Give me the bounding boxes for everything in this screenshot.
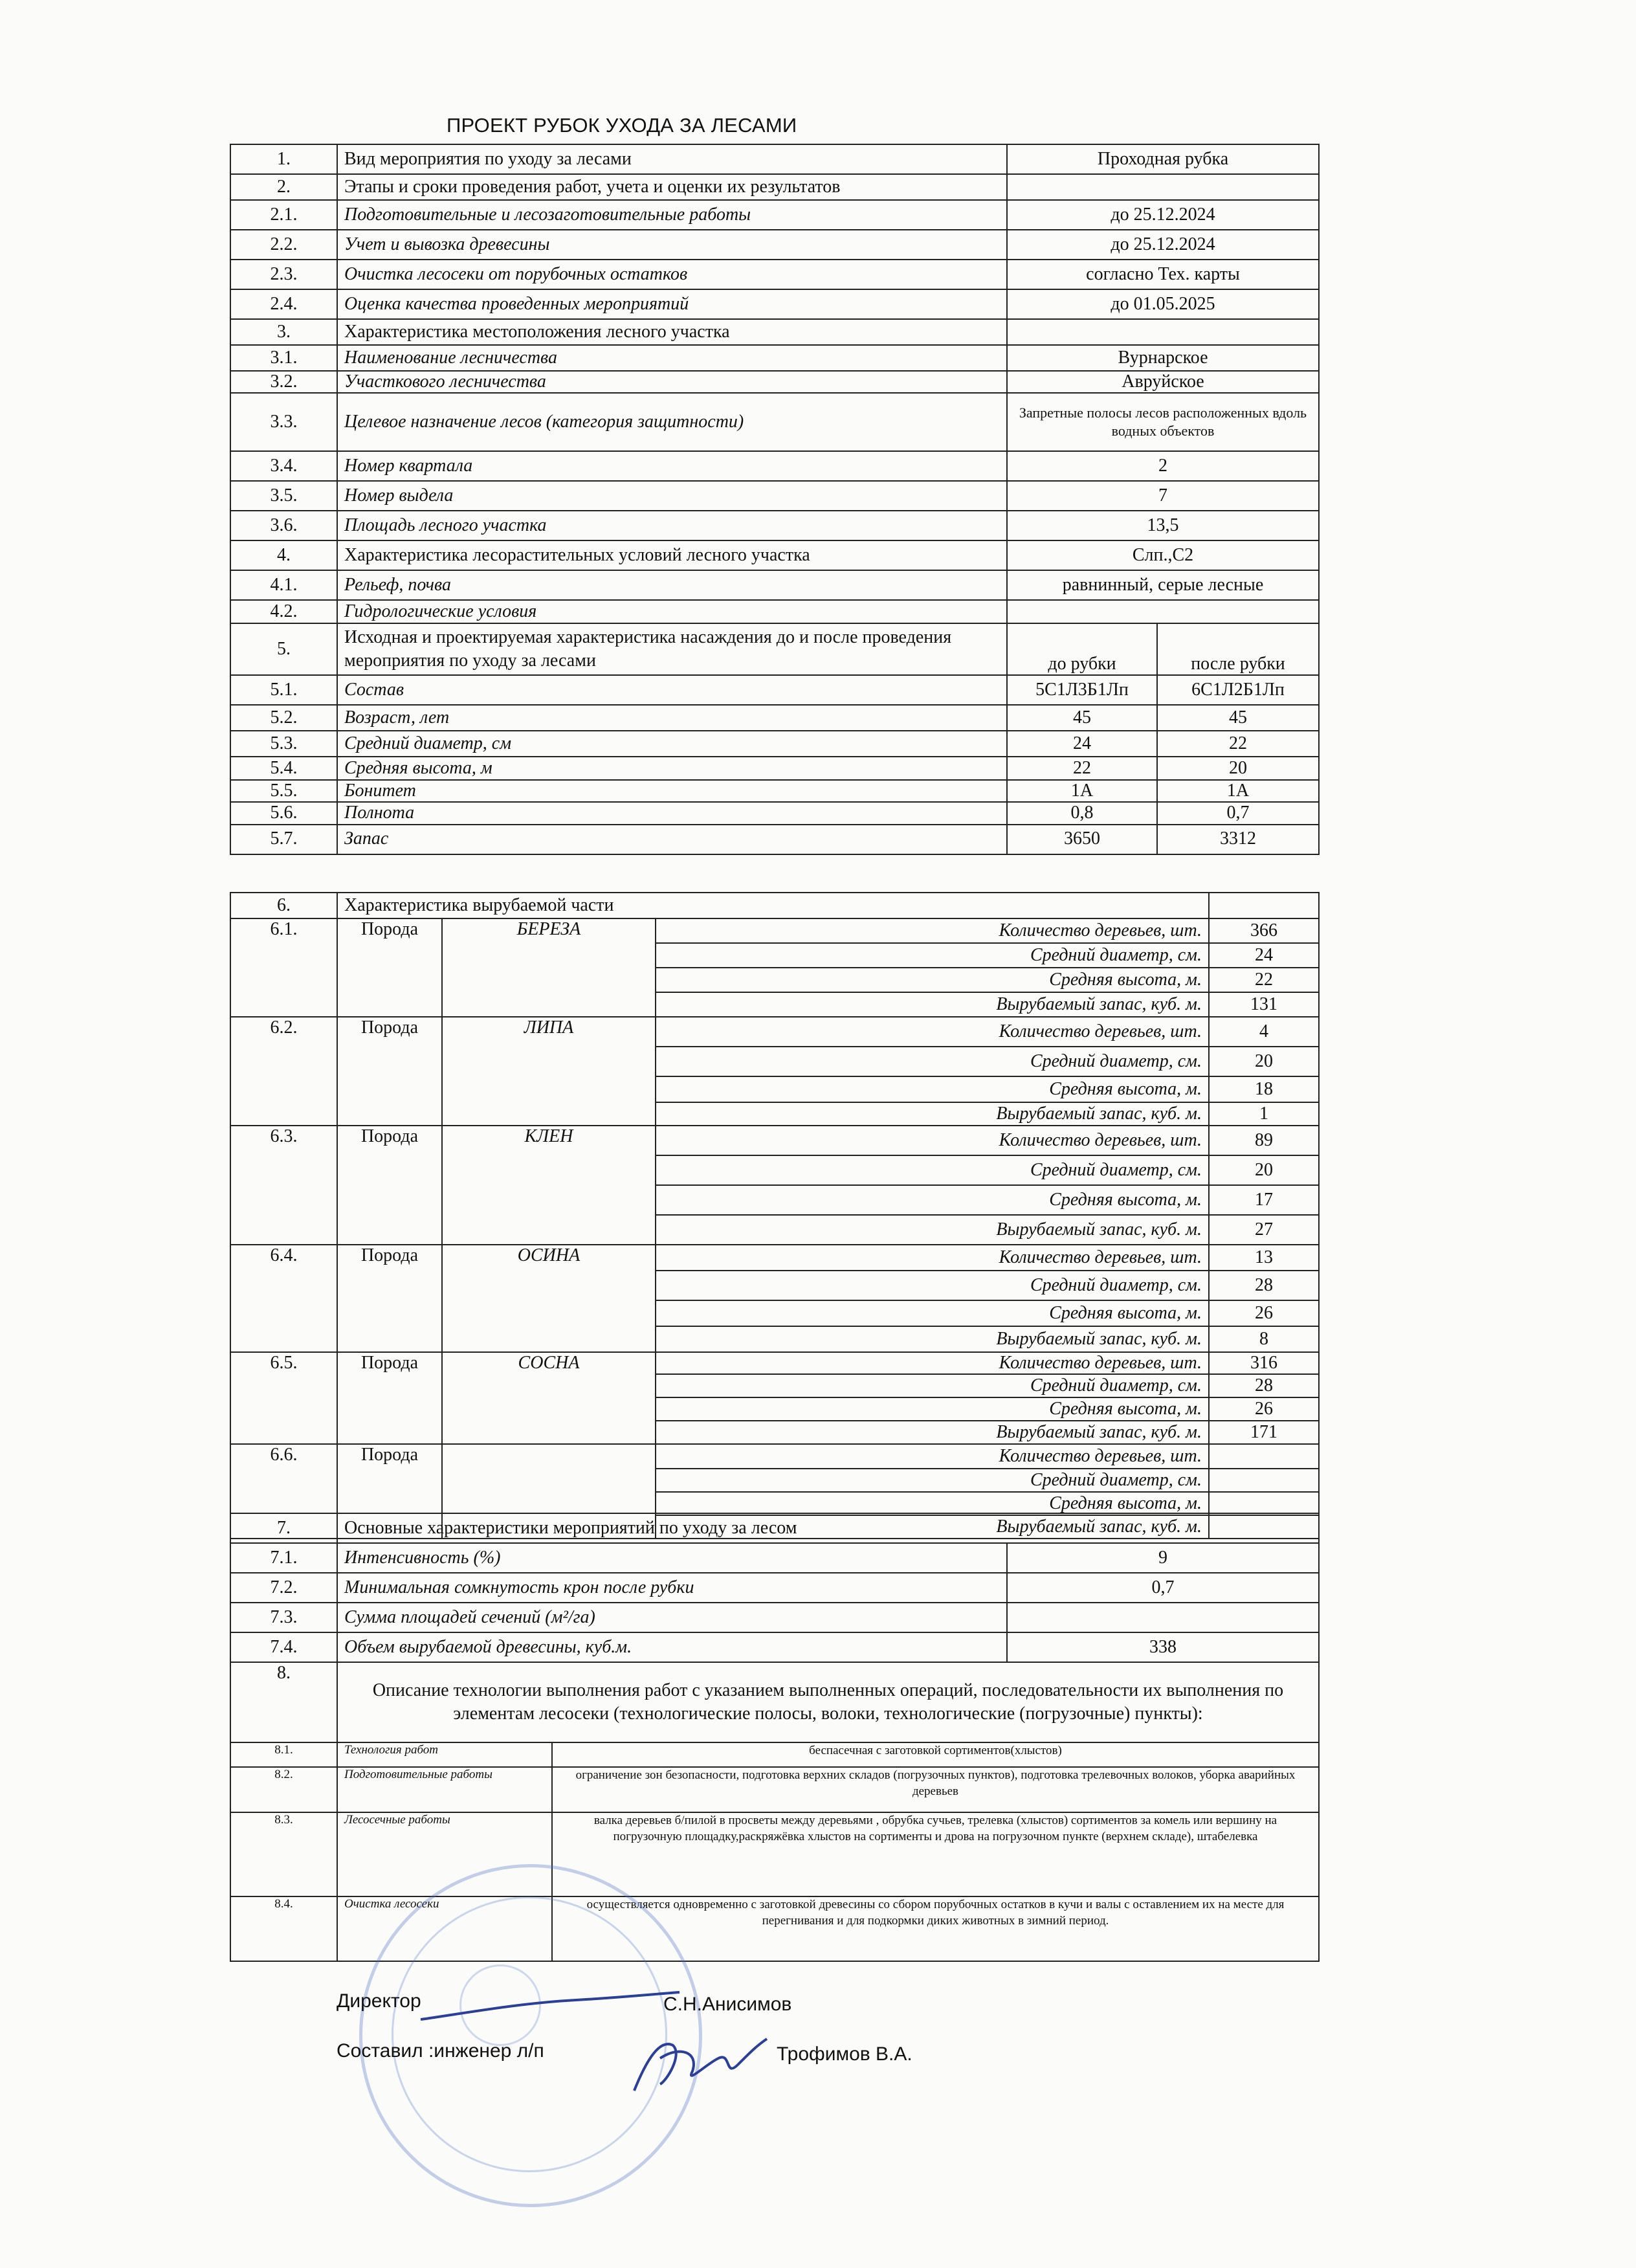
- section-label: Описание технологии выполнения работ с указанием выполненных операций, последовательности их выполнения по элементам лесосеки (технологические полосы, волоки, технологические (погрузочные) пункты):: [337, 1662, 1319, 1742]
- metric-value: [1209, 1444, 1319, 1469]
- metric-value: 28: [1209, 1374, 1319, 1397]
- row-value: Авруйское: [1007, 371, 1319, 393]
- metric-label: Количество деревьев, шт.: [656, 1245, 1209, 1271]
- row-number: 8.4.: [230, 1896, 337, 1961]
- after-value: 1А: [1157, 780, 1319, 802]
- table-row: [230, 345, 1319, 371]
- table-row: [230, 802, 1319, 824]
- director-label: Директор: [337, 1990, 421, 2012]
- species-name: СОСНА: [442, 1352, 656, 1444]
- row-number: 6.: [230, 893, 337, 918]
- table-row: [230, 893, 1319, 918]
- before-value: 0,8: [1007, 802, 1157, 824]
- breed-label: Порода: [337, 1017, 442, 1126]
- row-label: Средний диаметр, см: [337, 731, 1007, 757]
- row-number: 7.2.: [230, 1573, 337, 1603]
- engineer-name: Трофимов В.А.: [777, 2043, 912, 2065]
- table-row: [230, 705, 1319, 731]
- metric-label: Средний диаметр, см.: [656, 1271, 1209, 1300]
- row-number: 6.6.: [230, 1444, 337, 1539]
- species-row: [230, 1245, 1319, 1271]
- row-value: равнинный, серые лесные: [1007, 570, 1319, 600]
- row-value: согласно Тех. карты: [1007, 260, 1319, 289]
- row-label: Лесосечные работы: [337, 1812, 552, 1896]
- row-label: Подготовительные и лесозаготовительные работы: [337, 200, 1007, 230]
- table-row: [230, 451, 1319, 481]
- row-label: Характеристика местоположения лесного участка: [337, 319, 1007, 345]
- metric-value: [1209, 1492, 1319, 1515]
- row-value: ограничение зон безопасности, подготовка верхних складов (погрузочных пунктов), подготовка трелевочных волоков, уборка аварийных деревьев: [552, 1767, 1319, 1812]
- metric-label: Средний диаметр, см.: [656, 1469, 1209, 1492]
- after-value: 0,7: [1157, 802, 1319, 824]
- metric-label: Средний диаметр, см.: [656, 1374, 1209, 1397]
- row-value: 338: [1007, 1632, 1319, 1662]
- species-row: [230, 1126, 1319, 1155]
- metric-label: Количество деревьев, шт.: [656, 1444, 1209, 1469]
- row-value: Слп.,С2: [1007, 540, 1319, 570]
- row-number: 7.4.: [230, 1632, 337, 1662]
- metric-label: Вырубаемый запас, куб. м.: [656, 1515, 1209, 1539]
- before-header: до рубки: [1007, 623, 1157, 675]
- table-row: [230, 481, 1319, 511]
- row-number: 7.: [230, 1513, 337, 1543]
- row-value: [1007, 319, 1319, 345]
- row-label: Возраст, лет: [337, 705, 1007, 731]
- row-label: Участкового лесничества: [337, 371, 1007, 393]
- species-name: БЕРЕЗА: [442, 918, 656, 1017]
- table-row: [230, 511, 1319, 540]
- row-label: Исходная и проектируемая характеристика насаждения до и после проведения мероприятия по уходу за лесами: [337, 623, 1007, 675]
- table-row: [230, 1632, 1319, 1662]
- metric-value: 20: [1209, 1047, 1319, 1076]
- metric-label: Вырубаемый запас, куб. м.: [656, 1215, 1209, 1245]
- row-number: 4.1.: [230, 570, 337, 600]
- row-number: 5.5.: [230, 780, 337, 802]
- breed-label: Порода: [337, 1245, 442, 1352]
- row-number: 5.4.: [230, 757, 337, 780]
- table-row: [230, 1742, 1319, 1767]
- table-row: [230, 600, 1319, 623]
- species-table: [230, 892, 1320, 1539]
- row-label: Очистка лесосеки от порубочных остатков: [337, 260, 1007, 289]
- row-number: 4.: [230, 540, 337, 570]
- row-number: 5.3.: [230, 731, 337, 757]
- row-number: 3.3.: [230, 393, 337, 451]
- row-number: 3.2.: [230, 371, 337, 393]
- metric-label: Средний диаметр, см.: [656, 1155, 1209, 1185]
- row-value: Вурнарское: [1007, 345, 1319, 371]
- row-label: Целевое назначение лесов (категория защитности): [337, 393, 1007, 451]
- metric-label: Вырубаемый запас, куб. м.: [656, 1421, 1209, 1444]
- row-value: 7: [1007, 481, 1319, 511]
- row-number: 8.3.: [230, 1812, 337, 1896]
- after-value: 6С1Л2Б1Лп: [1157, 675, 1319, 705]
- row-number: 3.: [230, 319, 337, 345]
- row-value: 0,7: [1007, 1573, 1319, 1603]
- row-number: 5.6.: [230, 802, 337, 824]
- document-title: ПРОЕКТ РУБОК УХОДА ЗА ЛЕСАМИ: [447, 114, 797, 137]
- metric-value: 24: [1209, 943, 1319, 968]
- metric-value: 27: [1209, 1215, 1319, 1245]
- table-row: [230, 260, 1319, 289]
- row-label: Минимальная сомкнутость крон после рубки: [337, 1573, 1007, 1603]
- table-row: [230, 174, 1319, 200]
- row-number: 2.: [230, 174, 337, 200]
- director-name: С.Н.Анисимов: [663, 1994, 792, 2015]
- row-label: Полнота: [337, 802, 1007, 824]
- metric-value: 366: [1209, 918, 1319, 943]
- table-row: [230, 144, 1319, 174]
- row-label: Этапы и сроки проведения работ, учета и оценки их результатов: [337, 174, 1007, 200]
- row-value: беспасечная с заготовкой сортиментов(хлыстов): [552, 1742, 1319, 1767]
- row-label: Бонитет: [337, 780, 1007, 802]
- row-value: 9: [1007, 1543, 1319, 1573]
- metric-value: 26: [1209, 1397, 1319, 1421]
- before-value: 24: [1007, 731, 1157, 757]
- table-row: [230, 825, 1319, 854]
- row-number: 4.2.: [230, 600, 337, 623]
- row-value: Запретные полосы лесов расположенных вдоль водных объектов: [1007, 393, 1319, 451]
- metric-value: 17: [1209, 1185, 1319, 1215]
- metric-label: Средний диаметр, см.: [656, 943, 1209, 968]
- table-row: [230, 1662, 1319, 1742]
- before-value: 3650: [1007, 825, 1157, 854]
- row-value: до 25.12.2024: [1007, 230, 1319, 260]
- row-value: [1007, 174, 1319, 200]
- after-value: 45: [1157, 705, 1319, 731]
- after-value: 20: [1157, 757, 1319, 780]
- table-row: [230, 1603, 1319, 1632]
- row-number: 5.1.: [230, 675, 337, 705]
- metric-label: Средняя высота, м.: [656, 1492, 1209, 1515]
- row-label: Очистка лесосеки: [337, 1896, 552, 1961]
- table-row: [230, 540, 1319, 570]
- table-row: [230, 675, 1319, 705]
- row-value: [1007, 1603, 1319, 1632]
- row-number: 5.2.: [230, 705, 337, 731]
- row-number: 6.1.: [230, 918, 337, 1017]
- before-value: 5С1Л3Б1Лп: [1007, 675, 1157, 705]
- row-number: 2.3.: [230, 260, 337, 289]
- metric-label: Средняя высота, м.: [656, 1300, 1209, 1326]
- species-row: [230, 1352, 1319, 1374]
- table-row: [230, 623, 1319, 675]
- row-number: 2.2.: [230, 230, 337, 260]
- row-number: 3.5.: [230, 481, 337, 511]
- table-row: [230, 319, 1319, 345]
- row-label: Запас: [337, 825, 1007, 854]
- metric-value: 20: [1209, 1155, 1319, 1185]
- after-value: 3312: [1157, 825, 1319, 854]
- row-label: Состав: [337, 675, 1007, 705]
- row-label: Характеристика лесорастительных условий лесного участка: [337, 540, 1007, 570]
- metric-label: Вырубаемый запас, куб. м.: [656, 1326, 1209, 1352]
- row-value: 2: [1007, 451, 1319, 481]
- metric-label: Количество деревьев, шт.: [656, 1352, 1209, 1374]
- metric-value: 18: [1209, 1076, 1319, 1102]
- table-row: [230, 289, 1319, 319]
- before-value: 45: [1007, 705, 1157, 731]
- engineer-signature: [621, 2019, 777, 2104]
- row-value: валка деревьев б/пилой в просветы между деревьями , обрубка сучьев, трелевка (хлыстов) сортиментов за комель или вершину на погрузочную площадку,раскряжёвка хлыстов на сортименты и дрова на погрузочном пункте (верхнем складе), штабелевка: [552, 1812, 1319, 1896]
- metric-label: Средний диаметр, см.: [656, 1047, 1209, 1076]
- breed-label: Порода: [337, 1352, 442, 1444]
- metric-value: 8: [1209, 1326, 1319, 1352]
- row-number: 6.5.: [230, 1352, 337, 1444]
- before-value: 1А: [1007, 780, 1157, 802]
- row-number: 7.3.: [230, 1603, 337, 1632]
- row-label: Номер квартала: [337, 451, 1007, 481]
- species-row: [230, 1017, 1319, 1047]
- table-row: [230, 757, 1319, 780]
- metric-value: 28: [1209, 1271, 1319, 1300]
- row-label: Оценка качества проведенных мероприятий: [337, 289, 1007, 319]
- before-value: 22: [1007, 757, 1157, 780]
- breed-label: Порода: [337, 918, 442, 1017]
- row-value: осуществляется одновременно с заготовкой древесины со сбором порубочных остатков в кучи и валы с оставлением их на месте для перегнивания и для подкормки диких животных в зимний период.: [552, 1896, 1319, 1961]
- row-value: до 01.05.2025: [1007, 289, 1319, 319]
- metric-label: Количество деревьев, шт.: [656, 918, 1209, 943]
- table-row: [230, 1573, 1319, 1603]
- table-row: [230, 570, 1319, 600]
- row-number: 6.3.: [230, 1126, 337, 1245]
- species-name: ЛИПА: [442, 1017, 656, 1126]
- row-label: Интенсивность (%): [337, 1543, 1007, 1573]
- row-number: 3.6.: [230, 511, 337, 540]
- species-name: КЛЕН: [442, 1126, 656, 1245]
- section-label: Характеристика вырубаемой части: [337, 893, 1209, 918]
- row-number: 5.7.: [230, 825, 337, 854]
- row-number: 1.: [230, 144, 337, 174]
- table-row: [230, 1513, 1319, 1543]
- row-number: 3.1.: [230, 345, 337, 371]
- species-row: [230, 1444, 1319, 1469]
- metric-label: Средняя высота, м.: [656, 968, 1209, 992]
- row-number: 7.1.: [230, 1543, 337, 1573]
- metric-value: 89: [1209, 1126, 1319, 1155]
- main-table: [230, 144, 1320, 855]
- metric-label: Средняя высота, м.: [656, 1076, 1209, 1102]
- species-row: [230, 918, 1319, 943]
- row-label: Вид мероприятия по уходу за лесами: [337, 144, 1007, 174]
- metric-label: Средняя высота, м.: [656, 1397, 1209, 1421]
- row-number: 3.4.: [230, 451, 337, 481]
- row-label: Средняя высота, м: [337, 757, 1007, 780]
- table-row: [230, 1812, 1319, 1896]
- metric-value: 1: [1209, 1102, 1319, 1126]
- breed-label: Порода: [337, 1444, 442, 1539]
- after-header: после рубки: [1157, 623, 1319, 675]
- table-row: [230, 230, 1319, 260]
- row-label: Площадь лесного участка: [337, 511, 1007, 540]
- row-value: до 25.12.2024: [1007, 200, 1319, 230]
- metric-value: 131: [1209, 992, 1319, 1017]
- row-number: 2.1.: [230, 200, 337, 230]
- row-number: 6.2.: [230, 1017, 337, 1126]
- metric-label: Средняя высота, м.: [656, 1185, 1209, 1215]
- row-label: Рельеф, почва: [337, 570, 1007, 600]
- metric-value: 316: [1209, 1352, 1319, 1374]
- empty-cell: [1209, 893, 1319, 918]
- species-name: ОСИНА: [442, 1245, 656, 1352]
- row-label: Учет и вывозка древесины: [337, 230, 1007, 260]
- table-row: [230, 371, 1319, 393]
- row-number: 2.4.: [230, 289, 337, 319]
- metric-value: 4: [1209, 1017, 1319, 1047]
- row-label: Номер выдела: [337, 481, 1007, 511]
- table-row: [230, 780, 1319, 802]
- row-value: 13,5: [1007, 511, 1319, 540]
- tail-table: [230, 1513, 1320, 1962]
- table-row: [230, 1543, 1319, 1573]
- metric-value: 171: [1209, 1421, 1319, 1444]
- metric-label: Вырубаемый запас, куб. м.: [656, 1102, 1209, 1126]
- metric-label: Вырубаемый запас, куб. м.: [656, 992, 1209, 1017]
- metric-value: 13: [1209, 1245, 1319, 1271]
- breed-label: Порода: [337, 1126, 442, 1245]
- table-row: [230, 1767, 1319, 1812]
- metric-label: Количество деревьев, шт.: [656, 1017, 1209, 1047]
- row-label: Объем вырубаемой древесины, куб.м.: [337, 1632, 1007, 1662]
- table-row: [230, 393, 1319, 451]
- metric-value: 22: [1209, 968, 1319, 992]
- engineer-label: Составил :инженер л/п: [337, 2040, 544, 2062]
- row-label: Сумма площадей сечений (м²/га): [337, 1603, 1007, 1632]
- row-label: Наименование лесничества: [337, 345, 1007, 371]
- row-number: 5.: [230, 623, 337, 675]
- row-number: 6.4.: [230, 1245, 337, 1352]
- row-number: 8.1.: [230, 1742, 337, 1767]
- row-number: 8.: [230, 1662, 337, 1742]
- row-number: 8.2.: [230, 1767, 337, 1812]
- row-label: Подготовительные работы: [337, 1767, 552, 1812]
- row-label: Гидрологические условия: [337, 600, 1007, 623]
- row-label: Технология работ: [337, 1742, 552, 1767]
- row-value: Проходная рубка: [1007, 144, 1319, 174]
- row-value: [1007, 600, 1319, 623]
- table-row: [230, 200, 1319, 230]
- section-label: Основные характеристики мероприятий по уходу за лесом: [337, 1513, 1319, 1543]
- table-row: [230, 731, 1319, 757]
- metric-value: 26: [1209, 1300, 1319, 1326]
- metric-value: [1209, 1469, 1319, 1492]
- after-value: 22: [1157, 731, 1319, 757]
- metric-label: Количество деревьев, шт.: [656, 1126, 1209, 1155]
